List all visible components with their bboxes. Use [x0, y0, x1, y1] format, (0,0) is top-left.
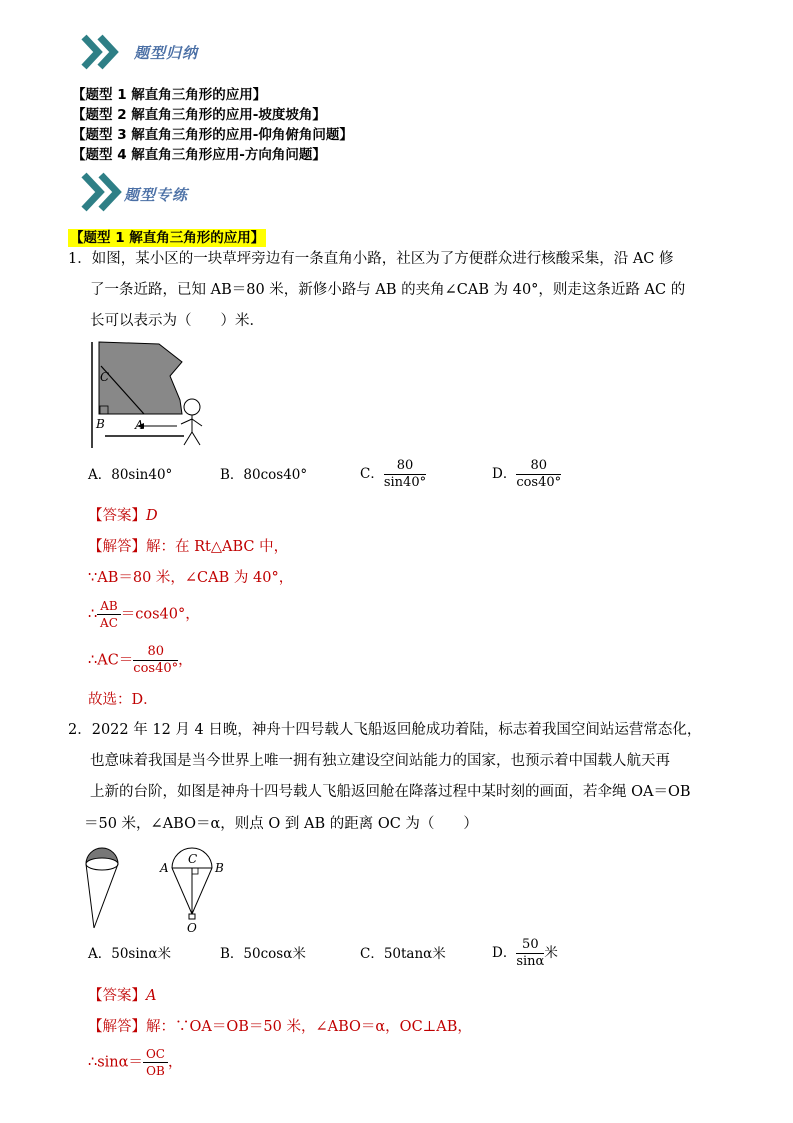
fraction	[97, 598, 120, 631]
option-label: D．	[492, 466, 517, 482]
solution-label: 【解答】	[88, 539, 146, 555]
q2-solution-line	[88, 1017, 472, 1037]
fig-label-o: O	[187, 921, 197, 934]
toc-item: 【题型 3 解直角三角形的应用-仰角俯角问题】	[72, 127, 353, 143]
numerator: AB	[97, 598, 120, 615]
numerator: 80	[516, 458, 561, 475]
q2-figure	[80, 842, 240, 934]
denominator: OB	[146, 1064, 165, 1078]
toc-item: 【题型 2 解直角三角形的应用-坡度坡角】	[72, 107, 326, 123]
section-header-title: 题型专练	[124, 186, 189, 204]
q1-solution-line	[88, 644, 193, 677]
solution-text: ＝cos40°，	[120, 606, 200, 623]
option-label: D．	[492, 945, 517, 961]
solution-text: ∴AC＝	[88, 652, 134, 669]
option-label: C．	[360, 466, 384, 482]
q2-text-line: 也意味着我国是当今世界上唯一拥有独立建设空间站能力的国家，也预示着中国载人航天再	[90, 753, 670, 769]
fig-label-b: B	[215, 861, 224, 875]
fig-label-a: A	[135, 418, 144, 432]
answer-label: 【答案】	[88, 508, 146, 524]
denominator: AC	[100, 616, 118, 630]
q1-figure	[84, 340, 214, 452]
solution-label: 【解答】	[88, 1019, 146, 1035]
numerator: 50	[516, 937, 544, 954]
q2-option-a: A．50sinα米	[88, 946, 171, 962]
toc-item: 【题型 1 解直角三角形的应用】	[72, 87, 267, 103]
solution-text: 解：∵OA＝OB＝50 米，∠ABO＝α，OC⊥AB，	[146, 1019, 472, 1035]
solution-text: ，	[178, 652, 193, 669]
answer-label: 【答案】	[88, 988, 146, 1004]
option-unit: 米	[544, 945, 558, 961]
q1-option-c	[360, 458, 426, 491]
q2-option-b: B．50cosα米	[220, 946, 306, 962]
section-header-title: 题型归纳	[134, 44, 199, 62]
fig-label-c: C	[100, 370, 110, 384]
answer-value: A	[146, 988, 157, 1004]
q1-answer	[88, 506, 158, 526]
q2-option-d	[492, 937, 558, 970]
q1-option-b: B．80cos40°	[220, 467, 308, 483]
fig-label-a: A	[160, 861, 169, 875]
denominator: cos40°	[516, 475, 562, 490]
solution-text: ∴sinα＝	[88, 1054, 143, 1071]
q1-solution-line: ∵AB＝80 米，∠CAB 为 40°，	[88, 570, 294, 586]
therefore-symbol: ∴	[88, 606, 98, 623]
fraction	[516, 458, 561, 491]
denominator: sin40°	[383, 475, 427, 490]
q1-solution-line	[88, 537, 288, 557]
q1-text-line: 长可以表示为（ ）米．	[90, 313, 264, 329]
q1-solution-line	[88, 598, 200, 631]
chevron-header-icon	[80, 34, 124, 70]
fraction	[384, 458, 426, 491]
q2-text-line: 上新的台阶，如图是神舟十四号载人飞船返回舱在降落过程中某时刻的画面，若伞绳 OA＝OB	[90, 784, 691, 800]
toc-list	[72, 85, 353, 165]
toc-item: 【题型 4 解直角三角形应用-方向角问题】	[72, 147, 326, 163]
fraction	[143, 1046, 168, 1079]
fraction	[133, 644, 178, 677]
chevron-header-icon	[80, 172, 124, 212]
q2-text-line: 2．2022 年 12 月 4 日晚，神舟十四号载人飞船返回舱成功着陆，标志着我国空间站运营常态化，	[68, 722, 702, 738]
q1-option-a: A．80sin40°	[88, 467, 173, 483]
denominator: sinα	[516, 954, 545, 969]
solution-text: 解：在 Rt△ABC 中，	[146, 539, 289, 555]
q2-text-line: ＝50 米，∠ABO＝α，则点 O 到 AB 的距离 OC 为（ ）	[84, 816, 478, 832]
fig-label-c: C	[188, 852, 198, 866]
q1-text-line: 1．如图，某小区的一块草坪旁边有一条直角小路，社区为了方便群众进行核酸采集，沿 AC 修	[68, 251, 674, 267]
answer-value: D	[146, 508, 158, 524]
q2-option-c: C．50tanα米	[360, 946, 446, 962]
q1-solution-line: 故选：D．	[88, 692, 158, 708]
q1-option-d	[492, 458, 561, 491]
solution-text: ，	[167, 1054, 183, 1071]
q1-text-line: 了一条近路，已知 AB＝80 米，新修小路与 AB 的夹角∠CAB 为 40°，则走这条近路 AC 的	[90, 282, 686, 298]
q2-solution-line	[88, 1046, 182, 1079]
denominator: cos40°	[133, 661, 179, 676]
numerator: OC	[143, 1046, 168, 1063]
fraction	[516, 937, 544, 970]
q2-answer	[88, 986, 156, 1006]
fig-label-b: B	[96, 417, 105, 431]
numerator: 80	[133, 644, 178, 661]
numerator: 80	[384, 458, 426, 475]
section-tag: 【题型 1 解直角三角形的应用】	[70, 230, 265, 246]
